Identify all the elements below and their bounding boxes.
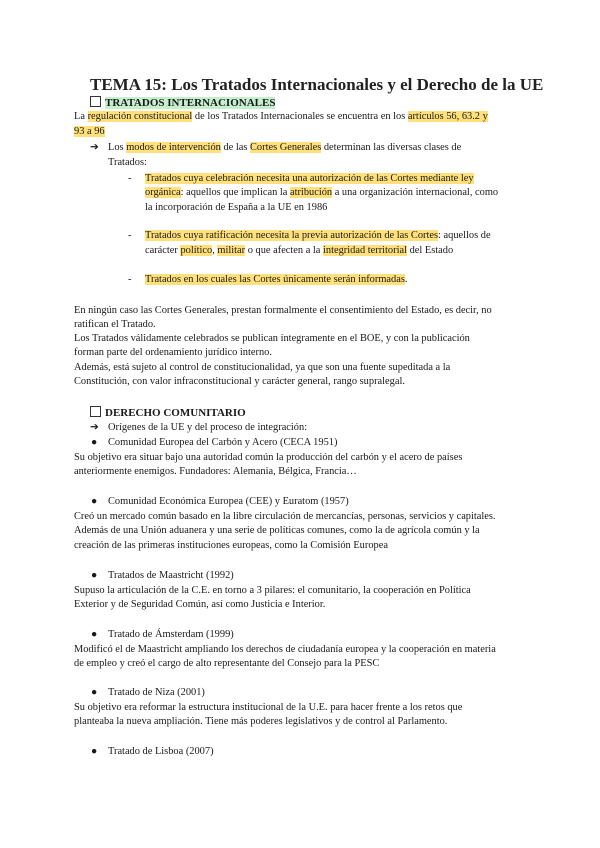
list-item: Comunidad Económica Europea (CEE) y Euratom (1957) <box>108 496 349 507</box>
paragraph-line: ratifican el Tratado. <box>74 319 156 330</box>
paragraph-line: 93 a 96 <box>74 126 105 137</box>
list-item: la incorporación de España a la UE en 1986 <box>145 202 328 213</box>
list-item: Tratados cuya ratificación necesita la previa autorización de las Cortes: aquellos de <box>145 230 491 241</box>
paragraph-line: Exterior y de Seguridad Común, así como Justicia e Interior. <box>74 599 326 610</box>
paragraph-line: Modificó el de Maastricht ampliando los derechos de ciudadanía europea y la cooperación en materia <box>74 644 496 655</box>
checkbox-icon[interactable] <box>90 96 101 107</box>
paragraph-line: Además de una Unión aduanera y una serie de políticas comunes, como la de agrícola común y la <box>74 525 480 536</box>
bullet-icon: ● <box>91 570 98 581</box>
paragraph-line: forman parte del ordenamiento jurídico interno. <box>74 347 272 358</box>
section-heading-derecho: DERECHO COMUNITARIO <box>90 406 246 419</box>
paragraph-line: anteriormente enemigos. Fundadores: Alemania, Bélgica, Francia… <box>74 466 357 477</box>
paragraph-line: Su objetivo era situar bajo una autoridad común la producción del carbón y el acero de países <box>74 452 463 463</box>
paragraph-line: Supuso la articulación de la C.E. en torno a 3 pilares: el comunitario, la cooperación en Política <box>74 585 471 596</box>
list-item: Tratados cuya celebración necesita una autorización de las Cortes mediante ley <box>145 173 474 184</box>
paragraph-line: Constitución, con valor infraconstitucional y carácter general, rango supralegal. <box>74 376 405 387</box>
list-item: carácter político, militar o que afecten a la integridad territorial del Estado <box>145 245 454 256</box>
paragraph-line: creación de las primeras instituciones europeas, como la Comisión Europea <box>74 540 388 551</box>
paragraph-line: La regulación constitucional de los Tratados Internacionales se encuentra en los artículos 56, 63.2 y <box>74 111 488 122</box>
document-title: TEMA 15: Los Tratados Internacionales y el Derecho de la UE <box>90 75 544 94</box>
paragraph-line: Tratados: <box>108 157 147 168</box>
list-item: Tratado de Niza (2001) <box>108 687 205 698</box>
bullet-icon: ● <box>91 437 98 448</box>
paragraph-line: Su objetivo era reformar la estructura institucional de la U.E. para hacer frente a los retos que <box>74 702 463 713</box>
section-heading-tratados: TRATADOS INTERNACIONALES <box>90 96 275 109</box>
arrow-icon: ➔ <box>90 142 99 153</box>
paragraph-line: Orígenes de la UE y del proceso de integración: <box>108 422 308 433</box>
list-item: Tratado de Ámsterdam (1999) <box>108 629 234 640</box>
bullet-icon: ● <box>91 629 98 640</box>
dash-icon: - <box>128 274 132 285</box>
paragraph-line: Los Tratados válidamente celebrados se publican íntegramente en el BOE, y con la publicación <box>74 333 470 344</box>
bullet-icon: ● <box>91 496 98 507</box>
list-item: Tratados de Maastricht (1992) <box>108 570 234 581</box>
bullet-icon: ● <box>91 687 98 698</box>
list-item: orgánica: aquellos que implican la atribución a una organización internacional, como <box>145 187 499 198</box>
paragraph-line: planteaba la nueva ampliación. Tiene más poderes legislativos y de control al Parlamento. <box>74 716 448 727</box>
bullet-icon: ● <box>91 746 98 757</box>
paragraph-line: En ningún caso las Cortes Generales, prestan formalmente el consentimiento del Estado, es decir, no <box>74 305 492 316</box>
paragraph-line: de empleo y creó el cargo de alto representante del Consejo para la PESC <box>74 658 380 669</box>
list-item: Comunidad Europea del Carbón y Acero (CECA 1951) <box>108 437 338 448</box>
dash-icon: - <box>128 230 132 241</box>
arrow-icon: ➔ <box>90 422 99 433</box>
list-item: Tratados en los cuales las Cortes únicamente serán informadas. <box>145 274 408 285</box>
dash-icon: - <box>128 173 132 184</box>
paragraph-line: Los modos de intervención de las Cortes Generales determinan las diversas clases de <box>108 142 462 153</box>
list-item: Tratado de Lisboa (2007) <box>108 746 214 757</box>
checkbox-icon[interactable] <box>90 406 101 417</box>
paragraph-line: Creó un mercado común basado en la libre circulación de mercancías, personas, servicios y capitales. <box>74 511 496 522</box>
paragraph-line: Además, está sujeto al control de constitucionalidad, ya que son una fuente supeditada a la <box>74 362 451 373</box>
